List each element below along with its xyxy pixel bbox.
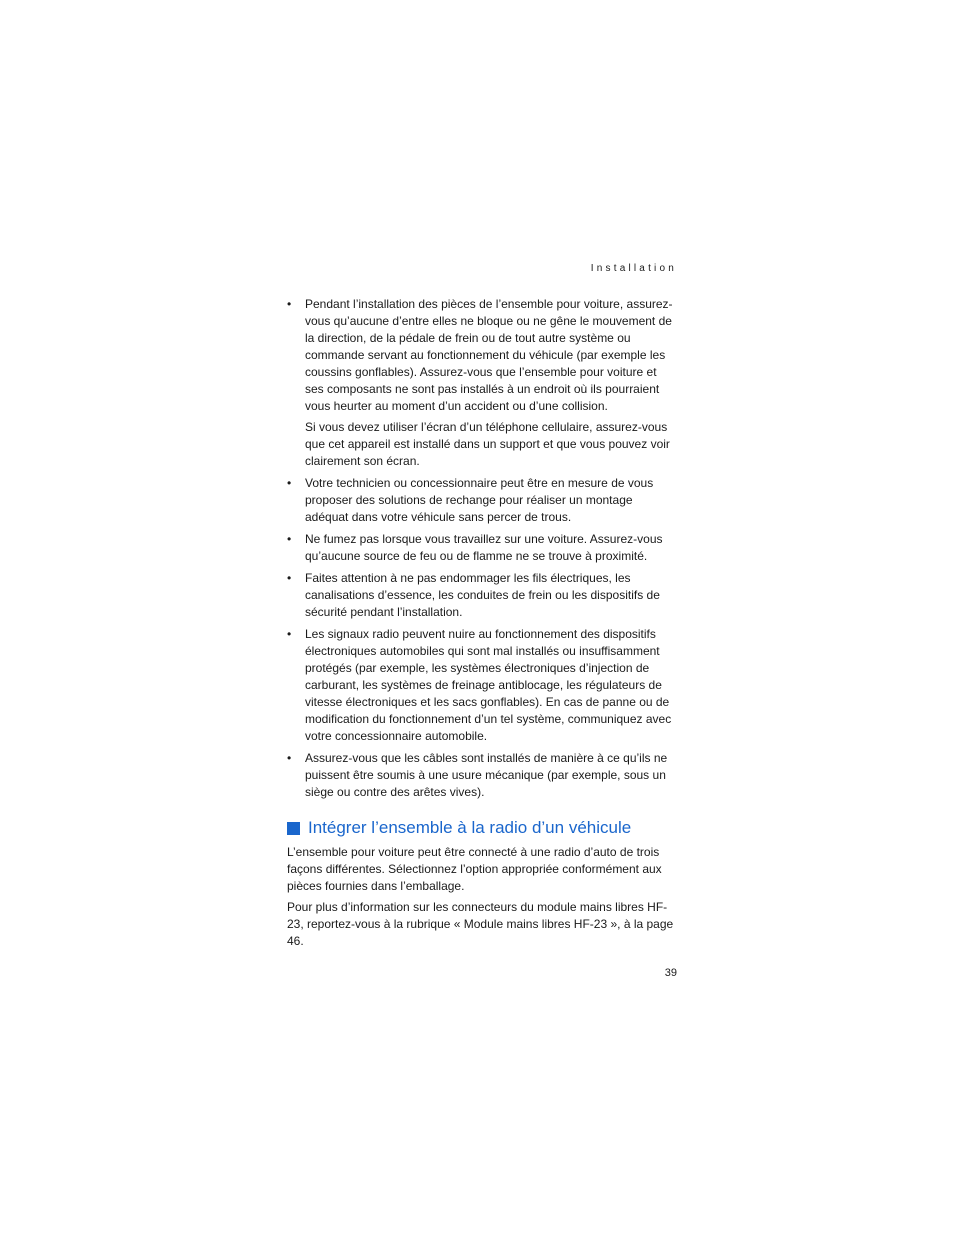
list-item	[287, 475, 677, 526]
bullet-paragraph: Votre technicien ou concessionnaire peut être en mesure de vous proposer des solutions de rechange pour réaliser un montage adéquat dans votre véhicule sans percer de trous.	[305, 476, 654, 524]
square-icon	[287, 822, 300, 835]
list-item	[287, 531, 677, 565]
list-item	[287, 296, 677, 470]
body-paragraph: L’ensemble pour voiture peut être connecté à une radio d’auto de trois façons différentes. Sélectionnez l’option appropriée conformément aux pièces fournies dans l’emballage.	[287, 845, 662, 893]
bullet-paragraph: Les signaux radio peuvent nuire au fonctionnement des dispositifs électroniques automobiles qui sont mal installés ou insuffisamment protégés (par exemple, les systèmes électroniques d’injection de carburant, les systèmes de freinage antiblocage, les régulateurs de vitesse électroniques et les sacs gonflables). En cas de panne ou de modification du fonctionnement d’un tel système, communiquez avec votre concessionnaire automobile.	[305, 627, 672, 743]
bullet-paragraph: Faites attention à ne pas endommager les fils électriques, les canalisations d’essence, les conduites de frein ou les dispositifs de sécurité pendant l’installation.	[305, 571, 660, 619]
bullet-icon: •	[287, 476, 292, 490]
bullet-icon: •	[287, 571, 292, 585]
bullet-icon: •	[287, 297, 292, 311]
bullet-paragraph: Ne fumez pas lorsque vous travaillez sur une voiture. Assurez-vous qu’aucune source de feu ou de flamme ne se trouve à proximité.	[305, 532, 663, 563]
page-number: 39	[664, 967, 677, 979]
page-content	[287, 263, 677, 979]
section-title: Intégrer l’ensemble à la radio d’un véhicule	[308, 818, 632, 837]
list-item	[287, 750, 677, 801]
bullet-paragraph: Assurez-vous que les câbles sont installés de manière à ce qu’ils ne puissent être soumis à une usure mécanique (par exemple, sous un siège ou contre des arêtes vives).	[305, 751, 668, 799]
section-heading	[287, 818, 677, 838]
bullet-icon: •	[287, 751, 292, 765]
bullet-icon: •	[287, 532, 292, 546]
body-paragraph: Pour plus d’information sur les connecteurs du module mains libres HF-23, reportez-vous à la rubrique « Module mains libres HF-23 », à la page 46.	[287, 900, 674, 948]
bullet-paragraph: Pendant l’installation des pièces de l’ensemble pour voiture, assurez-vous qu’aucune d’entre elles ne bloque ou ne gêne le mouvement de la direction, de la pédale de frein ou de tout autre système ou commande servant au fonctionnement du véhicule (par exemple les coussins gonflables). Assurez-vous que l’ensemble pour voiture et ses composants ne sont pas installés à un endroit où ils pourraient vous heurter au moment d’un accident ou d’une collision.	[305, 297, 673, 413]
running-head: Installation	[590, 263, 677, 274]
bullet-icon: •	[287, 627, 292, 641]
bullet-list	[287, 296, 677, 801]
bullet-paragraph: Si vous devez utiliser l’écran d’un téléphone cellulaire, assurez-vous que cet appareil est installé dans un support et que vous pouvez voir clairement son écran.	[305, 420, 670, 468]
list-item	[287, 626, 677, 745]
list-item	[287, 570, 677, 621]
